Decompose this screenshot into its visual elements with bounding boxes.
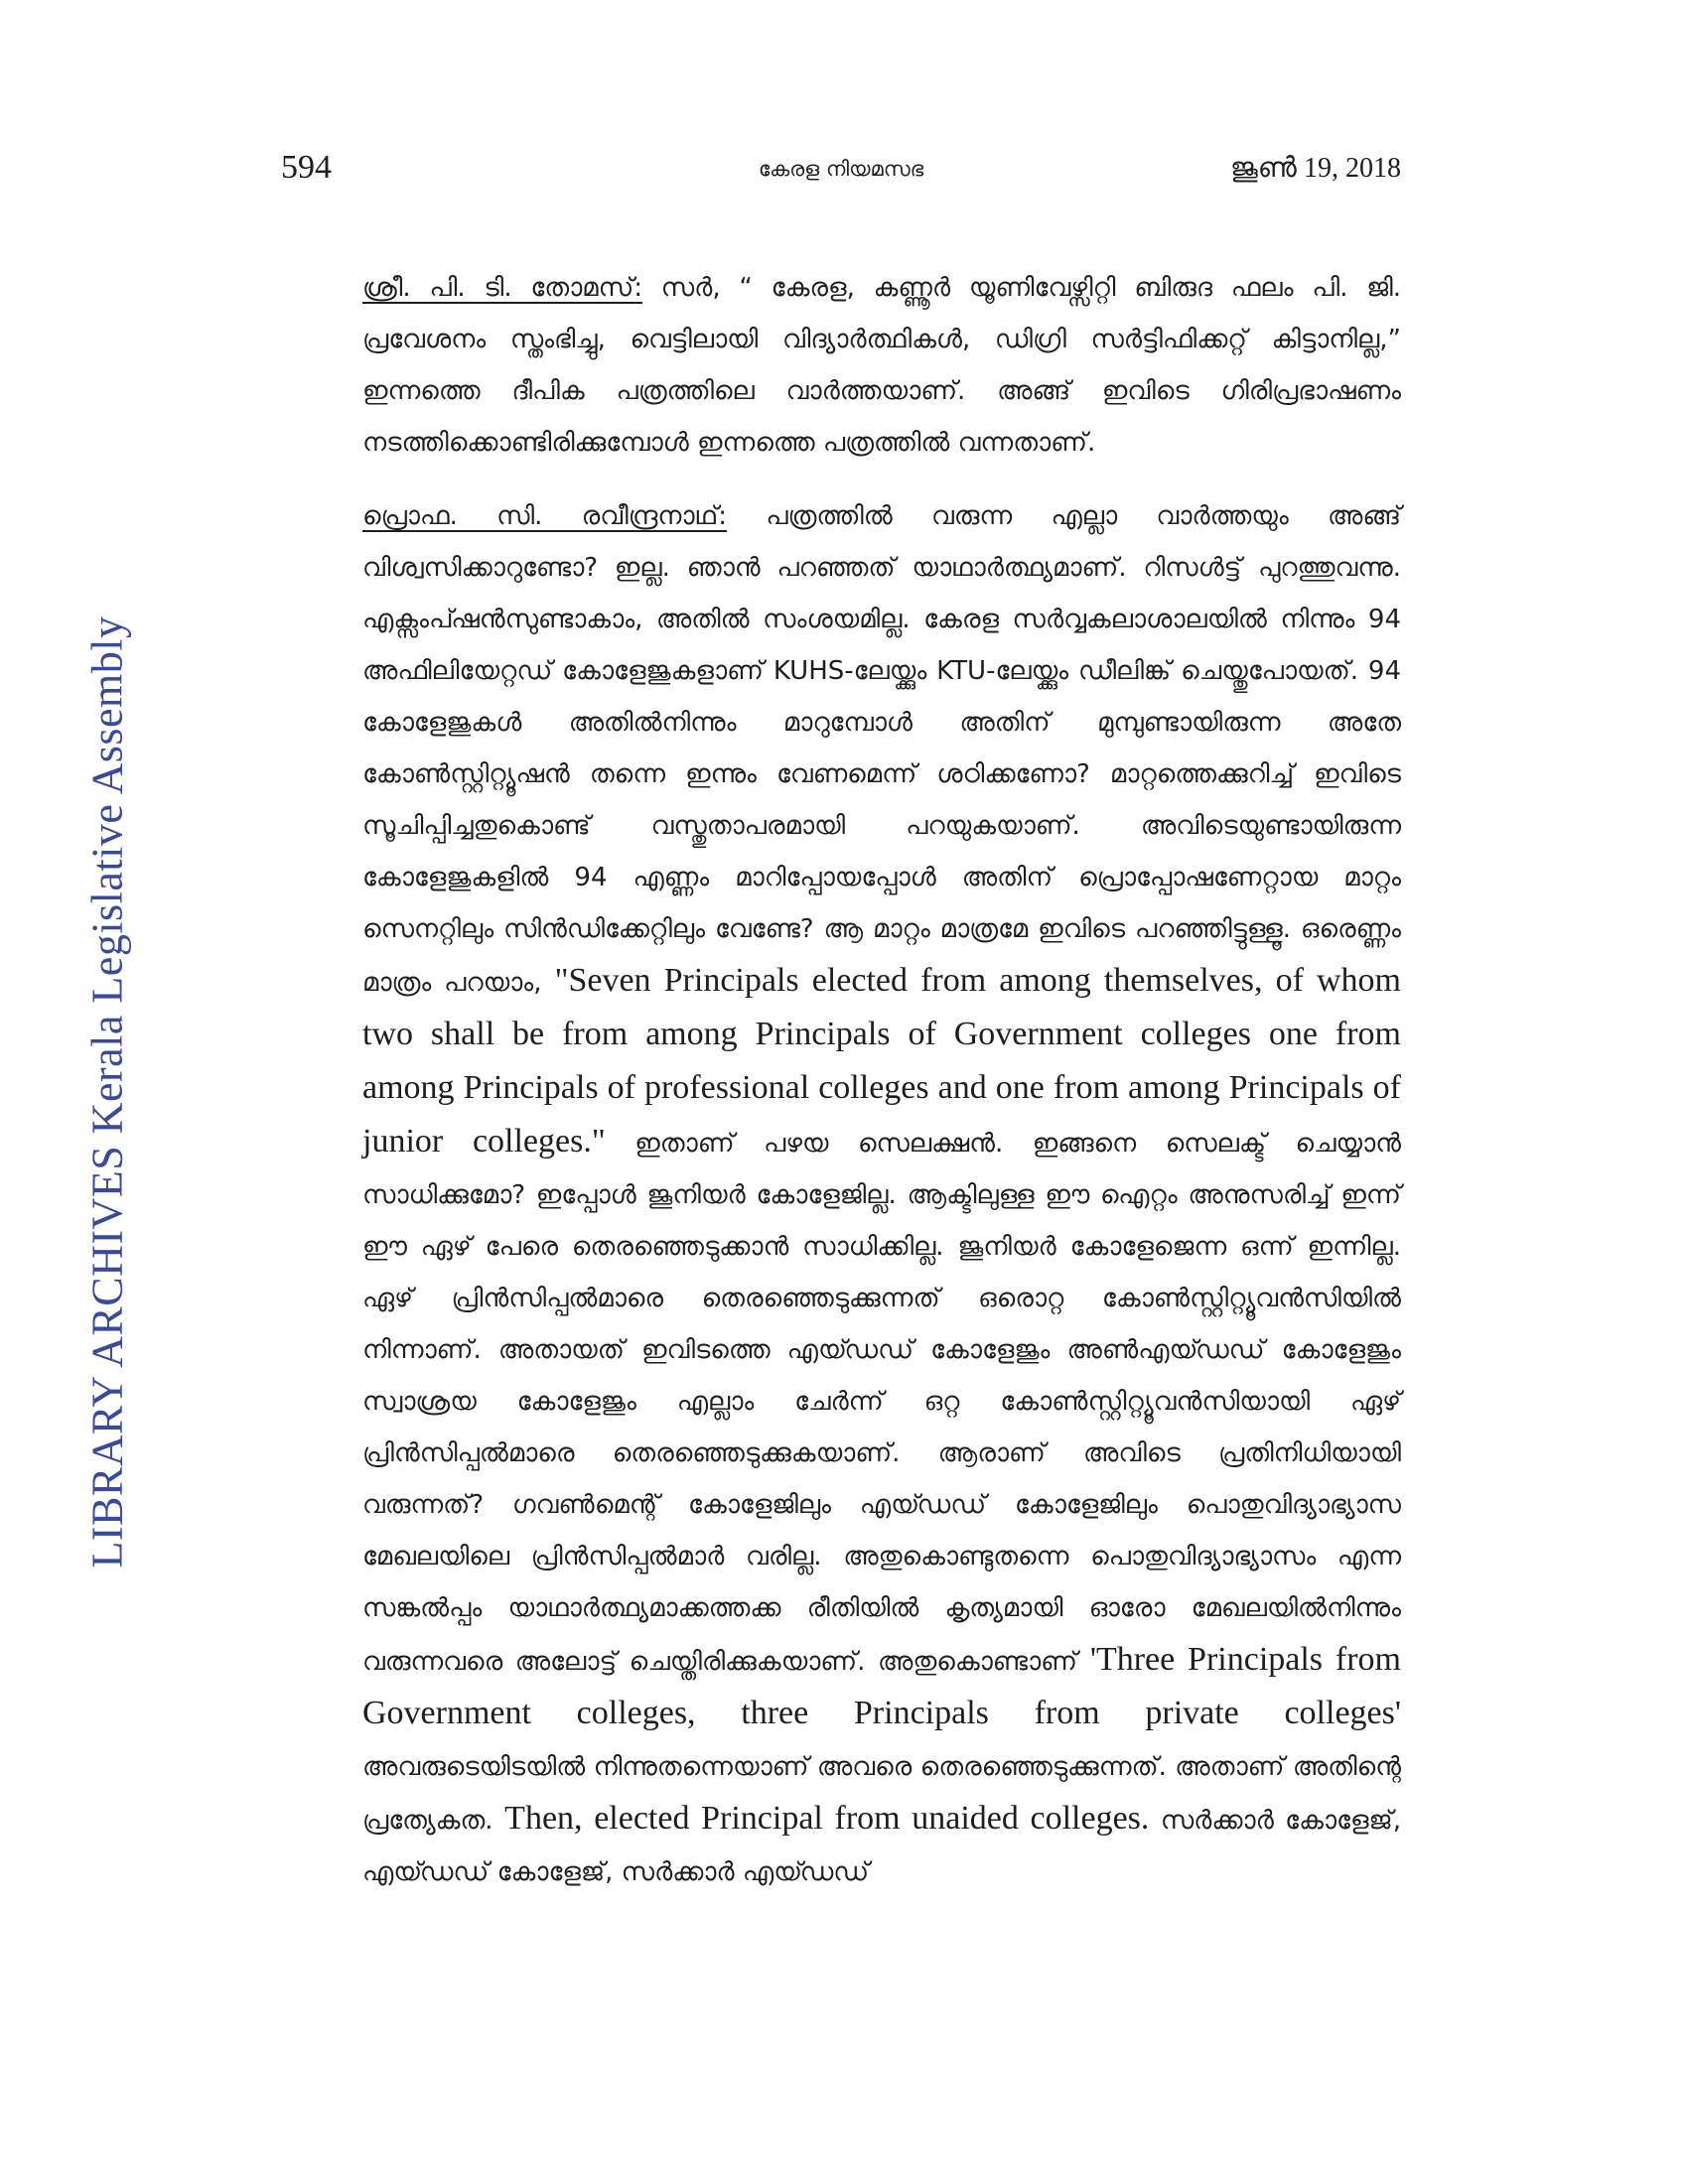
speech-text: അവരുടെയിടയിൽ നിന്നുതന്നെയാണ് അവരെ തെരഞ്ഞെടുക്കുന്നത്. അതാണ് അതിന്റെ പ്രത്യേകത.: [362, 1752, 1401, 1836]
header-title: കേരള നിയമസഭ: [758, 157, 924, 181]
page-number: 594: [281, 149, 332, 186]
speech-text: സർ, “ കേരള, കണ്ണൂർ യൂണിവേഴ്സിറ്റി ബിരുദ ഫലം പി. ജി. പ്രവേശനം സ്തംഭിച്ചു, വെട്ടിലായി വിദ്യാർത്ഥികൾ, ഡിഗ്രി സർട്ടിഫിക്കറ്റ് കിട്ടാനില്ല,” ഇന്നത്തെ ദീപിക പത്രത്തിലെ വാർത്തയാണ്. അങ്ങ് ഇവിടെ ഗിരിപ്രഭാഷണം നടത്തിക്കൊണ്ടിരിക്കുമ്പോൾ ഇന്നത്തെ പത്രത്തിൽ വന്നതാണ്.: [362, 273, 1401, 458]
paragraph-1: [281, 262, 1401, 469]
document-body: [281, 262, 1401, 1898]
speaker-name: പ്രൊഫ. സി. രവീന്ദ്രനാഥ്:: [362, 501, 728, 531]
speech-text: സർക്കാർ കോളേജ്, എയ്ഡഡ് കോളേജ്, സർക്കാർ എയ്ഡഡ്: [362, 1806, 1401, 1887]
header-date: ജൂൺ 19, 2018: [1230, 153, 1401, 184]
speech-text: ഇതാണ് പഴയ സെലക്ഷൻ. ഇങ്ങനെ സെലക്ട് ചെയ്യാൻ സാധിക്കുമോ? ഇപ്പോൾ ജൂനിയർ കോളേജില്ല. ആക്ടിലുള്ള ഈ ഐറ്റം അനുസരിച്ച് ഇന്ന് ഈ ഏഴ് പേരെ തെരഞ്ഞെടുക്കാൻ സാധിക്കില്ല. ജൂനിയർ കോളേജെന്ന ഒന്ന് ഇന്നില്ല. ഏഴ് പ്രിൻസിപ്പൽമാരെ തെരഞ്ഞെടുക്കുന്നത് ഒരൊറ്റ കോൺസ്റ്റിറ്റ്യൂവൻസിയിൽ നിന്നാണ്. അതായത് ഇവിടത്തെ എയ്ഡഡ് കോളേജും അൺഎയ്ഡഡ് കോളേജും സ്വാശ്രയ കോളേജും എല്ലാം ചേർന്ന് ഒറ്റ കോൺസ്റ്റിറ്റ്യൂവൻസിയായി ഏഴ് പ്രിൻസിപ്പൽമാരെ തെരഞ്ഞെടുക്കുകയാണ്. ആരാണ് അവിടെ പ്രതിനിധിയായി വരുന്നത്? ഗവൺമെന്റ് കോളേജിലും എയ്ഡഡ് കോളേജിലും പൊതുവിദ്യാഭ്യാസ മേഖലയിലെ പ്രിൻസിപ്പൽമാർ വരില്ല. അതുകൊണ്ടുതന്നെ പൊതുവിദ്യാഭ്യാസം എന്ന സങ്കൽപ്പം യാഥാർത്ഥ്യമാക്കത്തക്ക രീതിയിൽ കൃത്യമായി ഓരോ മേഖലയിൽനിന്നും വരുന്നവരെ അലോട്ട് ചെയ്തിരിക്കുകയാണ്. അതുകൊണ്ടാണ്: [362, 1129, 1401, 1677]
english-quote: Then, elected Principal from unaided colleges.: [492, 1800, 1150, 1837]
english-quote: "Seven Principals elected from among themselves, of whom two shall be from among Principals of Government colleges one from among Principals of professional colleges and one from among Principals of junior colleges.": [362, 962, 1402, 1160]
paragraph-2: [281, 490, 1401, 1898]
speech-text: പത്രത്തിൽ വരുന്ന എല്ലാ വാർത്തയും അങ്ങ് വിശ്വസിക്കാറുണ്ടോ? ഇല്ല. ഞാൻ പറഞ്ഞത് യാഥാർത്ഥ്യമാണ്. റിസൾട്ട് പുറത്തുവന്നു. എക്സംപ്ഷൻസുണ്ടാകാം, അതിൽ സംശയമില്ല. കേരള സർവ്വകലാശാലയിൽ നിന്നും 94 അഫിലിയേറ്റഡ് കോളേജുകളാണ് KUHS-ലേയ്ക്കും KTU-ലേയ്ക്കും ഡീലിങ്ക് ചെയ്തുപോയത്. 94 കോളേജുകൾ അതിൽനിന്നും മാറുമ്പോൾ അതിന് മുമ്പുണ്ടായിരുന്ന അതേ കോൺസ്റ്റിറ്റ്യൂഷൻ തന്നെ ഇന്നും വേണമെന്ന് ശഠിക്കണോ? മാറ്റത്തെക്കുറിച്ച് ഇവിടെ സൂചിപ്പിച്ചതുകൊണ്ട് വസ്തുതാപരമായി പറയുകയാണ്. അവിടെയുണ്ടായിരുന്ന കോളേജുകളിൽ 94 എണ്ണം മാറിപ്പോയപ്പോൾ അതിന് പ്രൊപ്പോഷണേറ്റായ മാറ്റം സെനറ്റിലും സിൻഡിക്കേറ്റിലും വേണ്ടേ? ആ മാറ്റം മാത്രമേ ഇവിടെ പറഞ്ഞിട്ടുള്ളൂ. ഒരെണ്ണം മാത്രം പറയാം,: [362, 501, 1401, 998]
english-quote: 'Three Principals from Government colleges, three Principals from private colleges': [362, 1641, 1401, 1731]
page-header: [281, 149, 1401, 195]
watermark: LIBRARY ARCHIVES Kerala Legislative Assembly: [82, 615, 132, 1569]
speaker-name: ശ്രീ. പി. ടി. തോമസ്:: [362, 273, 643, 303]
